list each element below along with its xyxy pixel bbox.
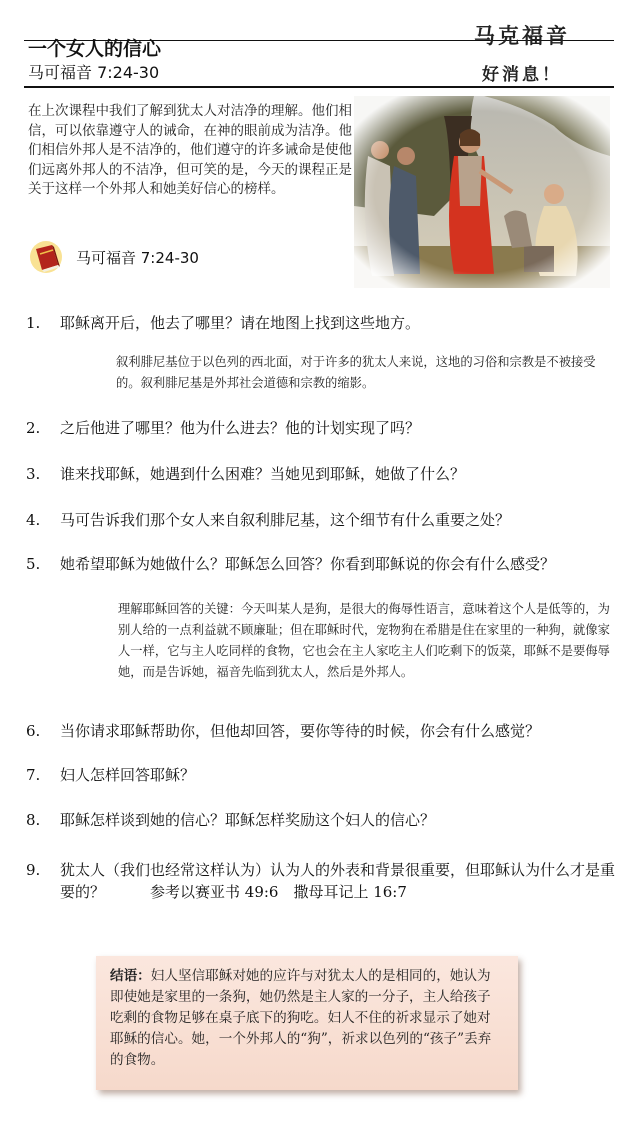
question-number: 1. xyxy=(26,314,41,332)
question-text: 耶稣怎样谈到她的信心？耶稣怎样奖励这个妇人的信心？ xyxy=(60,811,436,829)
question-8 xyxy=(26,809,616,831)
jesus-and-woman-painting xyxy=(354,96,610,288)
conclusion-text: 妇人坚信耶稣对她的应许与对犹太人的是相同的，她认为即使她是家里的一条狗，她仍然是主人家的一分子，主人给孩子吃剩的食物足够在桌子底下的狗吃。妇人不住的祈求显示了她对耶稣的信心。她，一个外邦人的“狗”，祈求以色列的“孩子”丢弃的食物。 xyxy=(110,968,492,1068)
question-5-note: 理解耶稣回答的关键：今天叫某人是狗，是很大的侮辱性语言，意味着这个人是低等的，为别人给的一点利益就不顾廉耻；但在耶稣时代，宠物狗在希腊是住在家里的一种狗，就像家人一样，它与主人吃同样的食物，它也会在主人家吃主人们吃剩下的饭菜，耶稣不是要侮辱她，而是告诉她，福音先临到犹太人，然后是外邦人。 xyxy=(118,602,610,679)
question-5 xyxy=(26,553,616,575)
question-text: 之后他进了哪里？他为什么进去？他的计划实现了吗？ xyxy=(60,419,421,437)
scripture-ref-text: 马可福音 7:24-30 xyxy=(76,248,199,267)
question-number: 3. xyxy=(26,465,41,483)
question-text: 当你请求耶稣帮助你，但他却回答，要你等待的时候，你会有什么感觉？ xyxy=(60,722,541,740)
scripture-reference xyxy=(28,240,199,274)
lesson-title: 一个女人的信心 xyxy=(28,38,162,60)
question-text: 马可告诉我们那个女人来自叙利腓尼基，这个细节有什么重要之处？ xyxy=(60,511,511,529)
brand-title: 马克福音 xyxy=(474,23,570,48)
bible-book-icon xyxy=(28,240,64,274)
question-number: 9. xyxy=(26,861,41,879)
intro-paragraph: 在上次课程中我们了解到犹太人对洁净的理解。他们相信，可以依靠遵守人的诫命，在神的眼前成为洁净。他们相信外邦人是不洁净的，他们遵守的许多诫命是使他们远离外邦人的不洁净，但可笑的是，今天的课程正是关于这样一个外邦人和她美好信心的榜样。 xyxy=(28,103,352,197)
question-7 xyxy=(26,764,616,786)
question-text: 妇人怎样回答耶稣？ xyxy=(60,766,196,784)
question-number: 7. xyxy=(26,766,41,784)
question-text: 谁来找耶稣，她遇到什么困难？当她见到耶稣，她做了什么？ xyxy=(60,465,466,483)
question-1-note: 叙利腓尼基位于以色列的西北面，对于许多的犹太人来说，这地的习俗和宗教是不被接受的。叙利腓尼基是外邦社会道德和宗教的缩影。 xyxy=(116,355,596,390)
question-number: 8. xyxy=(26,811,41,829)
brand-tagline: 好消息！ xyxy=(482,65,562,85)
question-text: 耶稣离开后，他去了哪里？请在地图上找到这些地方。 xyxy=(60,314,421,332)
question-6 xyxy=(26,720,616,742)
conclusion-box xyxy=(96,956,518,1090)
lesson-subtitle: 马可福音 7:24-30 xyxy=(28,63,160,82)
question-number: 6. xyxy=(26,722,41,740)
question-2 xyxy=(26,417,616,439)
question-text: 她希望耶稣为她做什么？耶稣怎么回答？你看到耶稣说的你会有什么感受？ xyxy=(60,555,556,573)
question-3 xyxy=(26,463,616,485)
question-number: 5. xyxy=(26,555,41,573)
question-4 xyxy=(26,509,616,531)
question-text: 犹太人（我们也经常这样认为）认为人的外表和背景很重要，但耶稣认为什么才是重要的？ 参考以赛亚书 49:6 撒母耳记上 16:7 xyxy=(60,861,616,901)
question-number: 2. xyxy=(26,419,41,437)
question-number: 4. xyxy=(26,511,41,529)
question-9 xyxy=(26,859,616,903)
header-bottom-rule xyxy=(24,86,614,88)
conclusion-label: 结语： xyxy=(110,968,151,984)
question-1 xyxy=(26,312,616,334)
